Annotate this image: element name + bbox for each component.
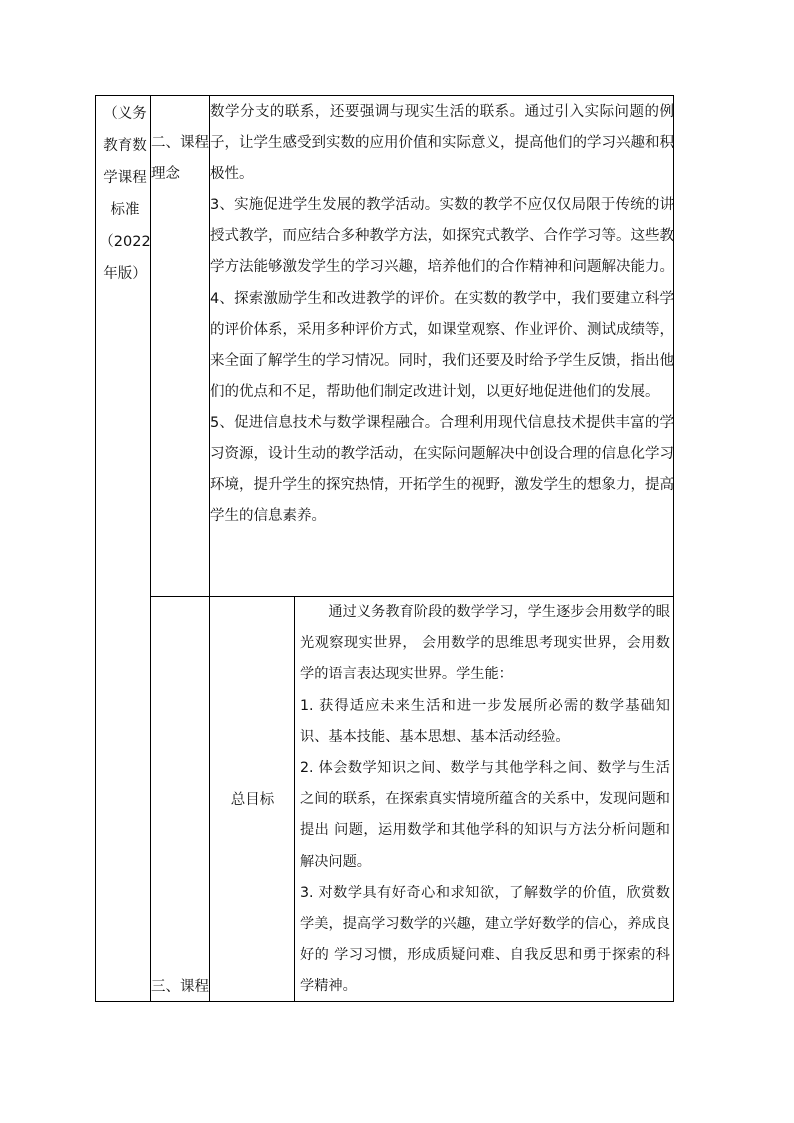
concept-text (210, 97, 674, 532)
standard-title-line: 标准 (110, 202, 140, 218)
concept-paragraph: 数学分支的联系，还要强调与现实生活的联系。通过引入实际问题的例子，让学生感受到实数的应用价值和实际意义，提高他们的学习兴趣和积极性。 (210, 104, 674, 183)
concept-paragraph: 4、探索激励学生和改进教学的评价。在实数的教学中，我们要建立科学的评价体系，采用多种评价方式，如课堂观察、作业评价、测试成绩等，来全面了解学生的学习情况。同时，我们还要及时给予学生反馈，指出他们的优点和不足，帮助他们制定改进计划，以更好地促进他们的发展。 (210, 290, 674, 400)
standard-title-line: 学课程 (103, 170, 147, 186)
standard-title-cell (96, 98, 154, 290)
section-label-line: 二、课程 (151, 135, 209, 151)
section-goal-label: 三、课程 (151, 979, 209, 995)
standard-title-line: （2022 (99, 234, 151, 250)
concept-paragraph: 3、实施促进学生发展的教学活动。实数的教学不应仅仅局限于传统的讲授式教学，而应结合多种教学方法，如探究式教学、合作学习等。这些教学方法能够激发学生的学习兴趣，培养他们的合作精神和问题解决能力。 (210, 197, 674, 276)
section-label-line: 理念 (151, 166, 180, 182)
overall-goal-text (300, 597, 670, 1003)
standard-title-line: 年版） (103, 266, 147, 282)
goal-intro: 通过义务教育阶段的数学学习，学生逐步会用数学的眼光观察现实世界， 会用数学的思维思考现实世界，会用数学的语言表达现实世界。学生能： (300, 604, 670, 683)
overall-goal-label: 总目标 (230, 792, 275, 808)
concept-paragraph: 5、促进信息技术与数学课程融合。合理利用现代信息技术提供丰富的学习资源，设计生动的教学活动，在实际问题解决中创设合理的信息化学习环境，提升学生的探究热情，开拓学生的视野，激发学生的想象力，提高学生的信息素养。 (210, 414, 674, 525)
goal-item: 2. 体会数学知识之间、数学与其他学科之间、数学与生活之间的联系，在探索真实情境所蕴含的关系中，发现问题和提出 问题，运用数学和其他学科的知识与方法分析问题和解决问题。 (300, 760, 670, 870)
standard-title-line: 教育数 (103, 138, 147, 154)
standard-title-line: （义务 (103, 106, 147, 122)
goal-item: 1. 获得适应未来生活和进一步发展所必需的数学基础知识、基本技能、基本思想、基本活动经验。 (300, 697, 670, 745)
goal-item: 3. 对数学具有好奇心和求知欲，了解数学的价值，欣赏数学美，提高学习数学的兴趣，建立学好数学的信心，养成良好的 学习习惯，形成质疑问难、自我反思和勇于探索的科学精神。 (300, 884, 670, 995)
section-concept-label (151, 128, 209, 190)
